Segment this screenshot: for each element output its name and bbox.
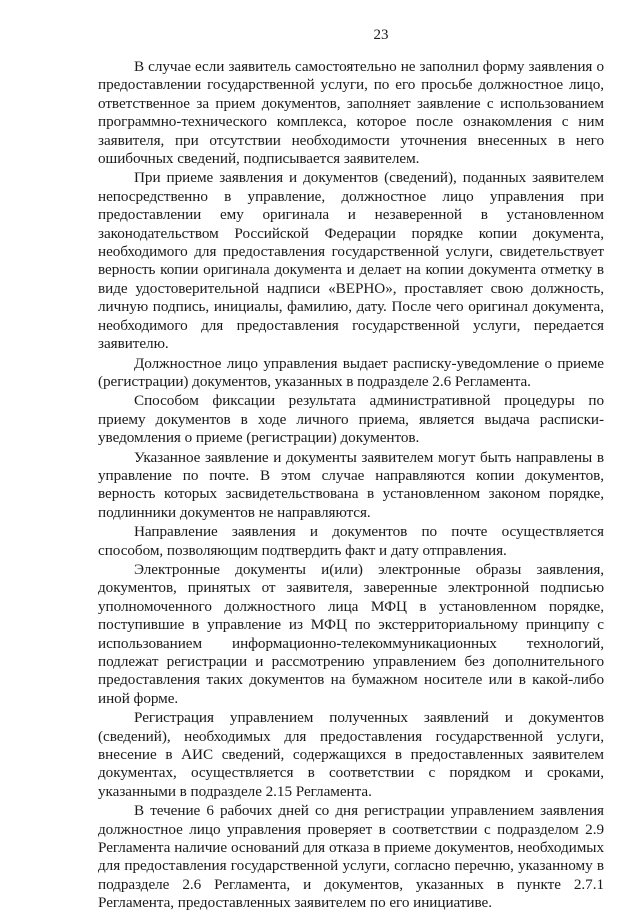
paragraph-5: Указанное заявление и документы заявителем могут быть направлены в управление по почте. В этом случае направляются копии документов, верность которых засвидетельствована в установленном законом порядке, подлинники документов не направляются. <box>98 448 604 521</box>
paragraph-1: В случае если заявитель самостоятельно не заполнил форму заявления о предоставлении государственной услуги, по его просьбе должностное лицо, ответственное за прием документов, заполняет заявление с использованием программно-технического комплекса, которое после ознакомления с ним заявителя, при отсутствии необходимости уточнения внесенных в него ошибочных сведений, подписывается заявителем. <box>98 58 604 168</box>
page-number: 23 <box>373 27 389 43</box>
paragraph-4: Способом фиксации результата административной процедуры по приему документов в ходе личного приема, является выдача расписки-уведомления о приеме (регистрации) документов. <box>98 392 604 447</box>
paragraph-6: Направление заявления и документов по почте осуществляется способом, позволяющим подтвердить факт и дату отправления. <box>98 523 604 559</box>
paragraph-9: В течение 6 рабочих дней со дня регистрации управлением заявления должностное лицо управления проверяет в соответствии с подразделом 2.9 Регламента наличие оснований для отказа в приеме документов, необходимых для предоставления государственной услуги, согласно перечню, указанному в подразделе 2.6 Регламента, и документов, указанных в пункте 2.7.1 Регламента, предоставленных заявителем по его инициативе. <box>98 802 604 912</box>
paragraph-7: Электронные документы и(или) электронные образы заявления, документов, принятых от заявителя, заверенные электронной подписью уполномоченного должностного лица МФЦ в установленном порядке, поступившие в управление из МФЦ по экстерриториальному принципу с использованием информационно-телекоммуникационных технологий, подлежат регистрации и рассмотрению управлением без дополнительного предоставления таких документов на бумажном носителе или в какой-либо иной форме. <box>98 560 604 707</box>
paragraph-3: Должностное лицо управления выдает расписку-уведомление о приеме (регистрации) документов, указанных в подразделе 2.6 Регламента. <box>98 354 604 390</box>
paragraph-2: При приеме заявления и документов (сведений), поданных заявителем непосредственно в управление, должностное лицо управления при предоставлении ему оригинала и незаверенной в установленном законодательством Российской Федерации порядке копии документа, необходимого для предоставления государственной услуги, свидетельствует верность копии оригинала документа и делает на копии документа отметку в виде удостоверительной надписи «ВЕРНО», проставляет свою должность, личную подпись, инициалы, фамилию, дату. После чего оригинал документа, необходимого для предоставления государственной услуги, передается заявителю. <box>98 169 604 353</box>
paragraph-8: Регистрация управлением полученных заявлений и документов (сведений), необходимых для предоставления государственной услуги, внесение в АИС сведений, содержащихся в предоставленных заявителем документах, осуществляется в соответствии с порядком и сроками, указанными в подразделе 2.15 Регламента. <box>98 709 604 800</box>
